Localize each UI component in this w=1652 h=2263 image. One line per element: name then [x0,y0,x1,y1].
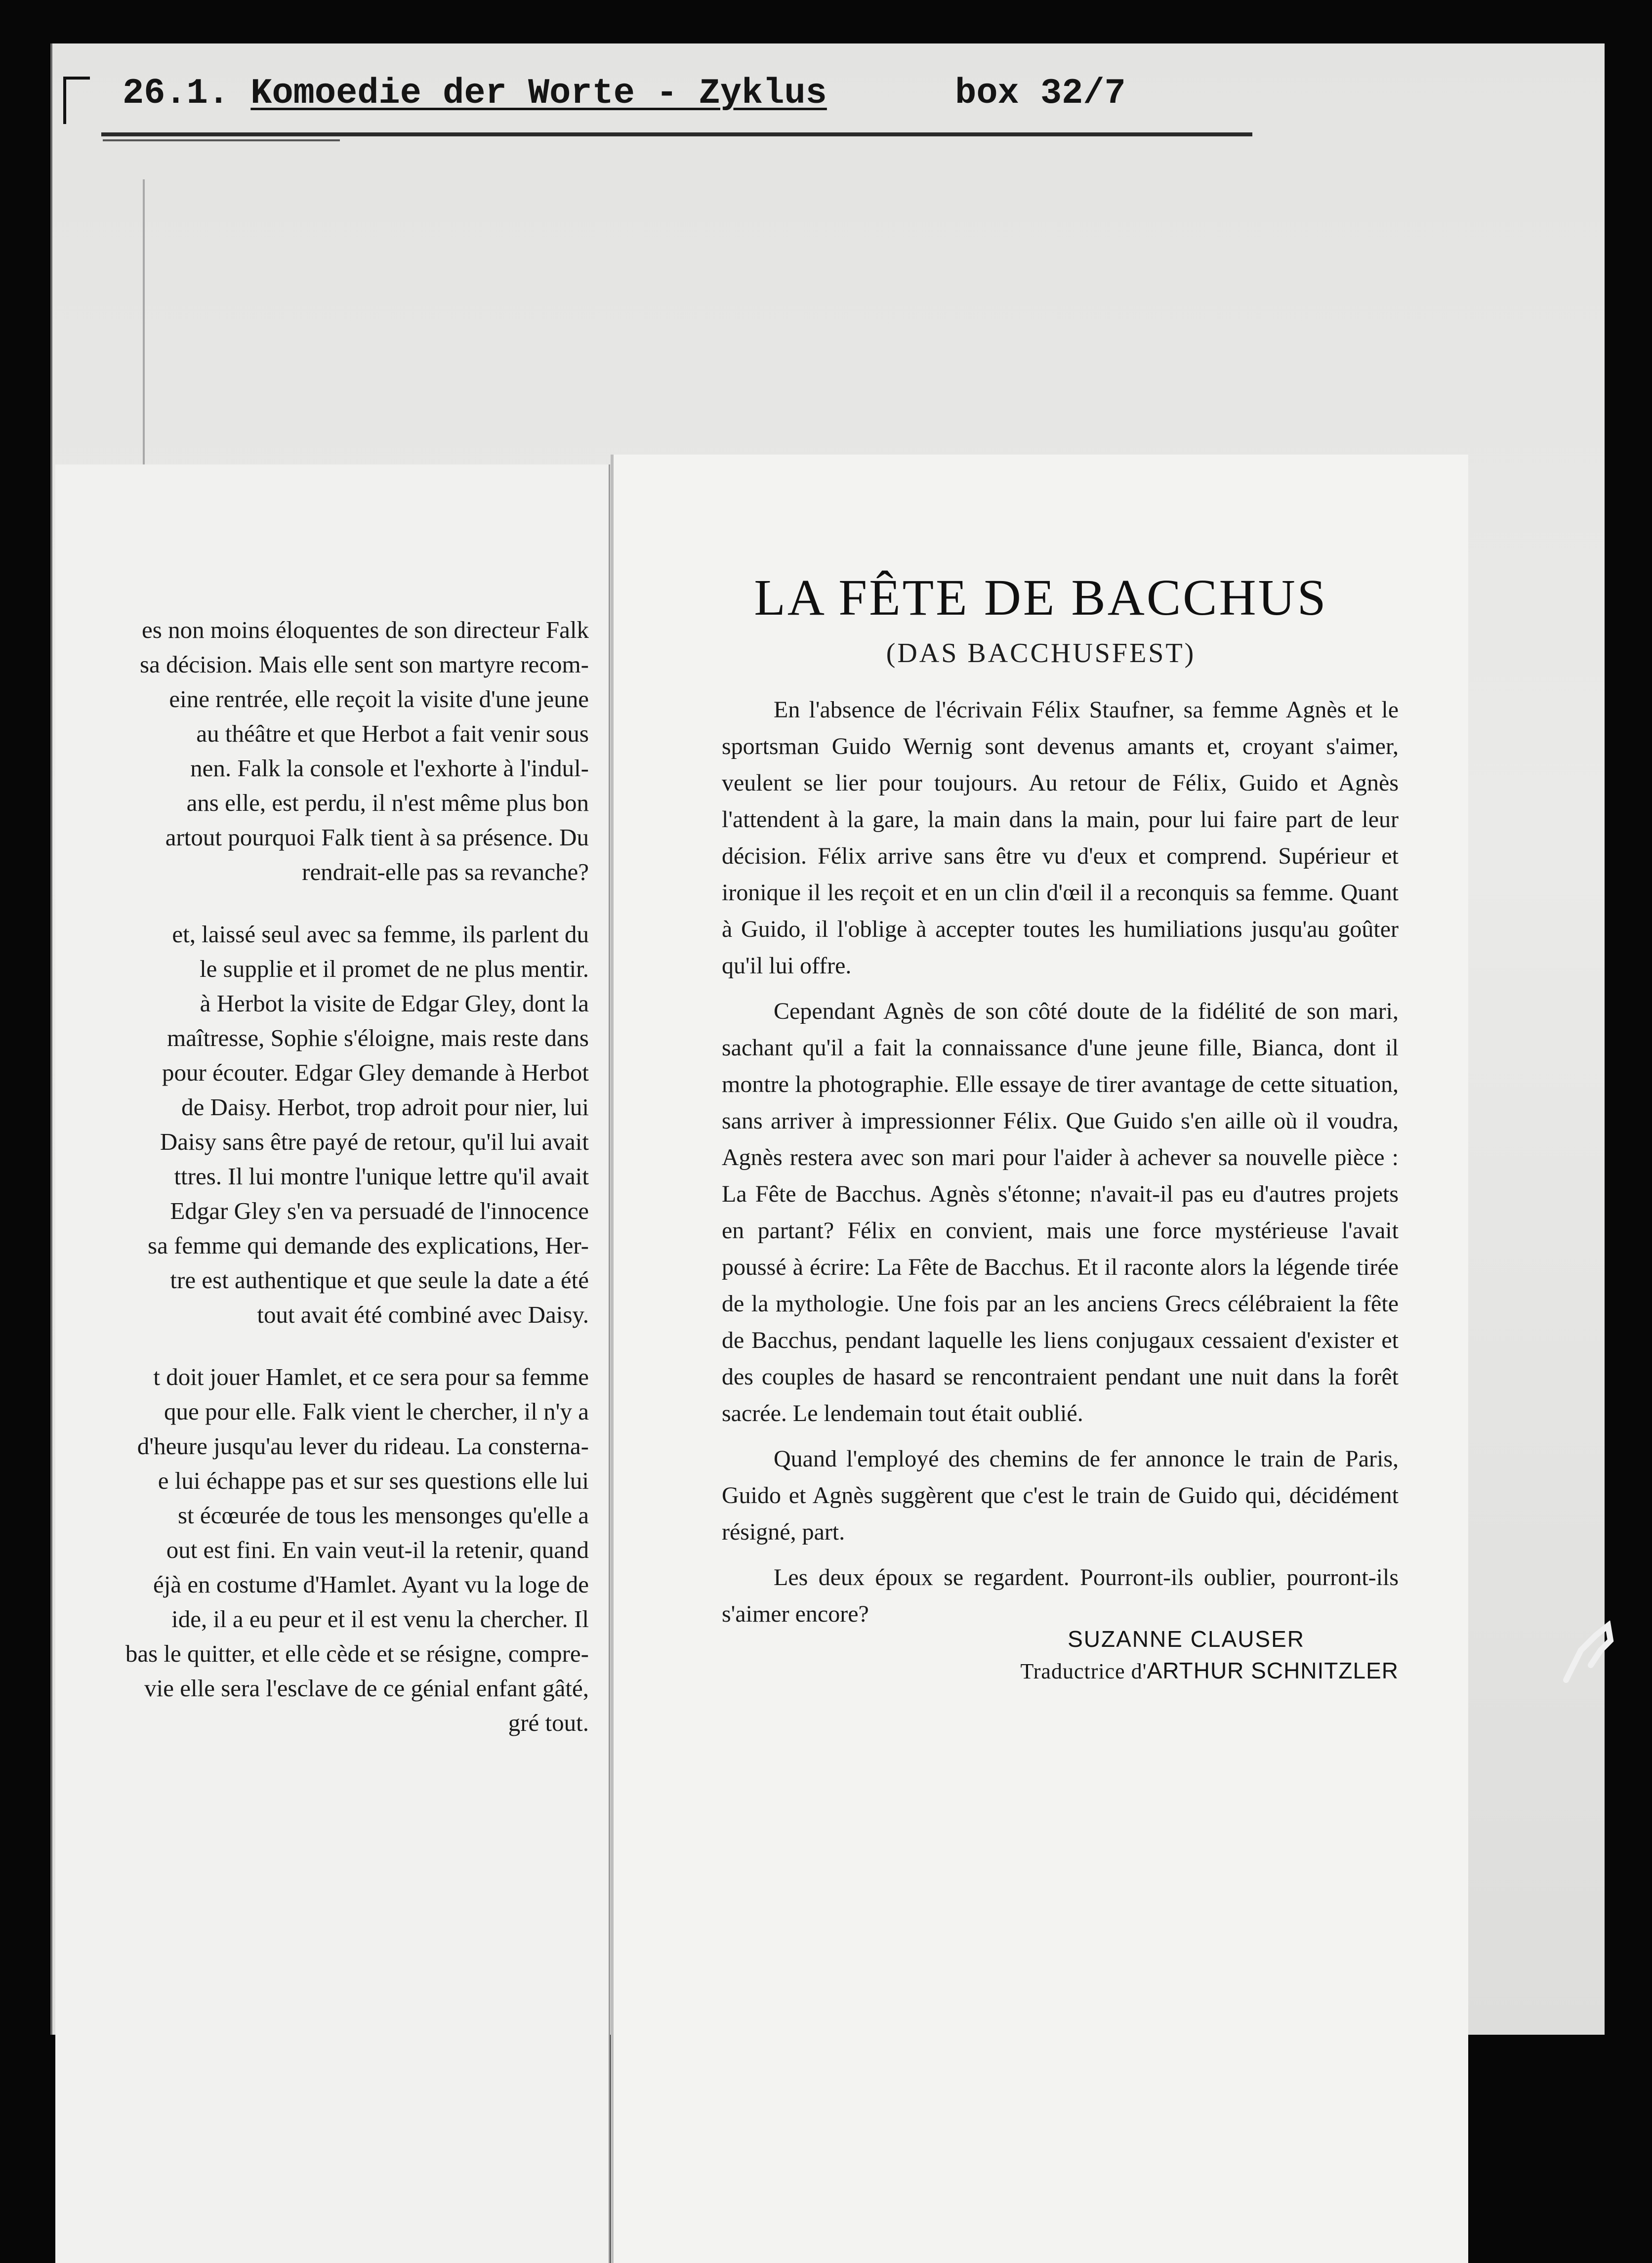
left-page-line: e lui échappe pas et sur ses questions elle lui [158,1467,589,1494]
signature-block [722,1626,1399,1684]
left-page-line: de Daisy. Herbot, trop adroit pour nier, lui [181,1093,589,1121]
left-page-line: nen. Falk la console et l'exhorte à l'indul- [190,754,589,782]
left-page-line: rendrait-elle pas sa revanche? [302,858,589,885]
left-page-paragraph [55,917,589,1332]
left-page-line: ide, il a eu peur et il est venu la chercher. Il [171,1605,589,1633]
left-page-line: t doit jouer Hamlet, et ce sera pour sa femme [153,1363,589,1390]
signature-role-author: ARTHUR SCHNITZLER [1147,1658,1399,1683]
left-page-line: out est fini. En vain veut-il la retenir, quand [166,1536,589,1563]
left-page-line: à Herbot la visite de Edgar Gley, dont la [200,990,589,1017]
archive-header [123,73,1259,114]
left-page-line: d'heure jusqu'au lever du rideau. La consterna- [137,1432,589,1460]
corner-crop-mark [63,77,90,124]
left-page-line: et, laissé seul avec sa femme, ils parlent du [172,921,589,948]
synopsis-paragraph: Les deux époux se regardent. Pourront-ils oublier, pourront-ils s'aimer encore? [722,1564,1399,1627]
header-rule [101,132,1252,136]
left-page-line: le supplie et il promet de ne plus mentir. [200,955,589,982]
left-page-line: ttres. Il lui montre l'unique lettre qu'il avait [174,1163,589,1190]
signature-role-prefix: Traductrice d' [1020,1659,1147,1683]
signature-role [722,1657,1399,1684]
left-page-line: éjà en costume d'Hamlet. Ayant vu la loge de [153,1571,589,1598]
left-page-line: es non moins éloquentes de son directeur Falk [142,616,589,643]
booklet-left-page [55,464,610,2263]
left-page-text [55,613,589,1768]
signature-name: SUZANNE CLAUSER [1068,1626,1305,1652]
left-page-line: tre est authentique et que seule la date a été [170,1266,589,1294]
synopsis-paragraph: En l'absence de l'écrivain Félix Staufner, sa femme Agnès et le sportsman Guido Wernig sont devenus amants et, croyant s'aimer, veulent se lier pour toujours. Au retour de Félix, Guido et Agnès l'attendent à la gare, la main dans la main, pour lui faire part de leur décision. Félix arrive sans être vu d'eux et comprend. Supérieur et ironique il les reçoit et en un clin d'œil il a reconquis sa femme. Quant à Guido, il l'oblige à accepter toutes les humiliations jusqu'au goûter qu'il lui offre. [722,697,1399,979]
left-page-line: sa femme qui demande des explications, Her- [148,1232,589,1259]
left-page-line: maîtresse, Sophie s'éloigne, mais reste dans [167,1024,589,1051]
synopsis-paragraph: Quand l'employé des chemins de fer annonce le train de Paris, Guido et Agnès suggèrent que c'est le train de Guido qui, décidément résigné, part. [722,1446,1399,1545]
left-page-line: ans elle, est perdu, il n'est même plus bon [186,789,589,816]
page-subtitle: (DAS BACCHUSFEST) [886,638,1196,669]
left-page-line: pour écouter. Edgar Gley demande à Herbot [162,1059,589,1086]
left-page-line: st écœurée de tous les mensonges qu'elle a [177,1502,589,1529]
left-page-line: gré tout. [508,1709,589,1736]
header-rule-secondary [103,139,340,141]
header-number: 26.1. [123,73,230,114]
left-page-line: au théâtre et que Herbot a fait venir sous [196,720,589,747]
left-page-line: sa décision. Mais elle sent son martyre recom- [140,651,589,678]
left-page-line: Edgar Gley s'en va persuadé de l'innocence [170,1197,589,1224]
left-page-line: que pour elle. Falk vient le chercher, il n'y a [164,1398,589,1425]
header-series: Komoedie der Worte - Zyklus [250,73,827,114]
header-box: box 32/7 [955,73,1126,114]
left-page-paragraph [55,613,589,889]
page-title: LA FÊTE DE BACCHUS [754,569,1328,626]
left-page-line: Daisy sans être payé de retour, qu'il lui avait [160,1128,589,1155]
left-page-line: vie elle sera l'esclave de ce génial enfant gâté, [144,1675,589,1702]
synopsis-paragraph: Cependant Agnès de son côté doute de la fidélité de son mari, sachant qu'il a fait la connaissance d'une jeune fille, Bianca, dont il montre la photographie. Elle essaye de tirer avantage de cette situation, sans arriver à impressionner Félix. Que Guido s'en aille où il voudra, Agnès restera avec son mari pour l'aider à achever sa nouvelle pièce : La Fête de Bacchus. Agnès s'étonne; n'avait-il pas eu d'autres projets en partant? Félix en convient, mais une force mystérieuse l'avait poussé à écrire: La Fête de Bacchus. Et il raconte alors la légende tirée de la mythologie. Une fois par an les anciens Grecs célébraient la fête de Bacchus, pendant laquelle les liens conjugaux cessaient d'exister et des couples de hasard se rencontraient pendant une nuit dans la forêt sacrée. Le lendemain tout était oublié. [722,998,1399,1426]
left-page-line: artout pourquoi Falk tient à sa présence. Du [165,824,589,851]
left-page-line: bas le quitter, et elle cède et se résigne, compre- [125,1640,589,1667]
left-page-line: tout avait été combiné avec Daisy. [257,1301,589,1328]
left-page-line: eine rentrée, elle reçoit la visite d'une jeune [169,685,589,712]
synopsis-text [722,692,1399,1641]
booklet-right-page [611,455,1468,2263]
left-page-paragraph [55,1360,589,1740]
paper-clip-icon [1561,1621,1615,1685]
